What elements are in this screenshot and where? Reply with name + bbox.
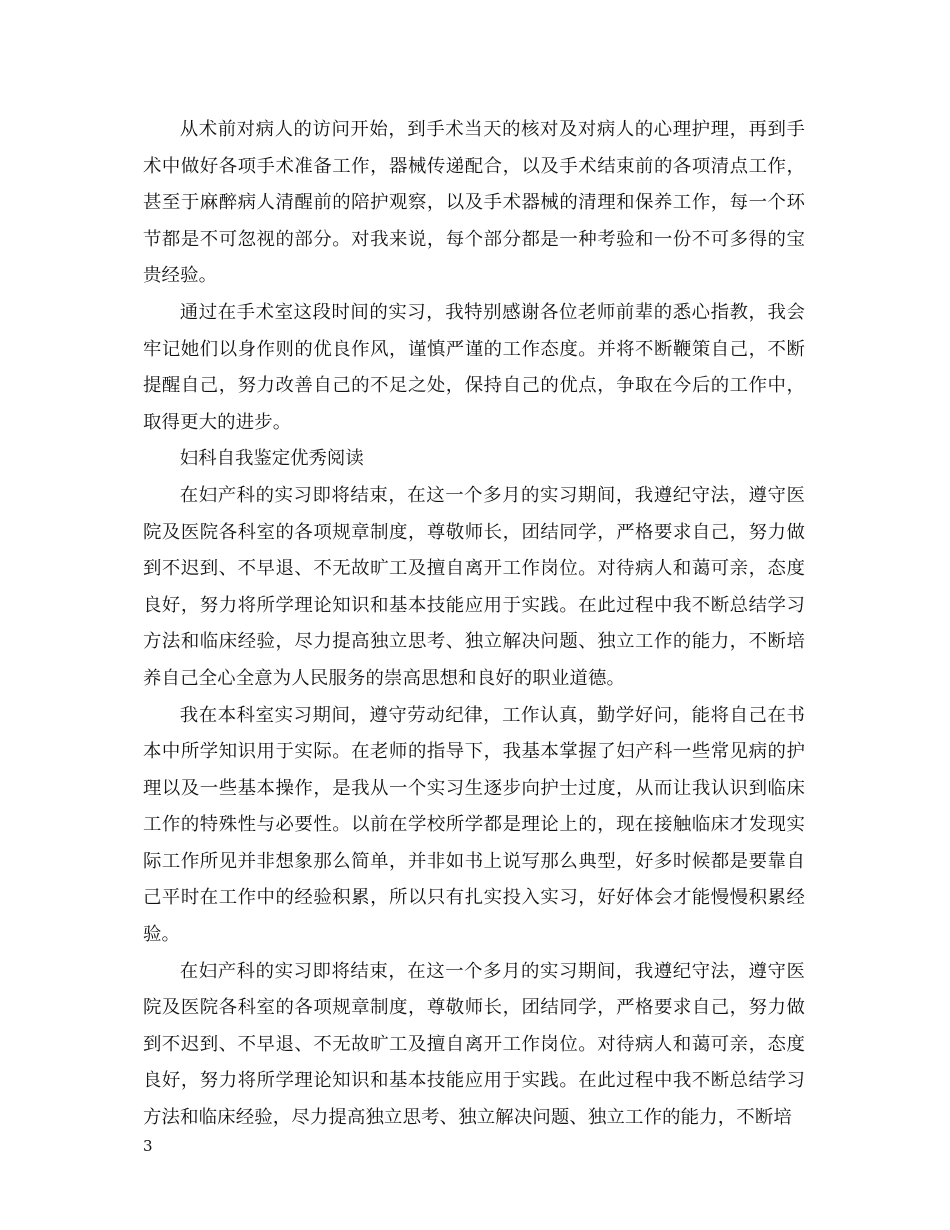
page-number: 3: [143, 1137, 153, 1155]
paragraph-department-internship: 我在本科室实习期间，遵守劳动纪律，工作认真，勤学好问，能将自己在书本中所学知识用于实际。在老师的指导下，我基本掌握了妇产科一些常见病的护理以及一些基本操作，是我从一个实习生逐步向护士过度，从而让我认识到临床工作的特殊性与必要性。以前在学校所学都是理论上的，现在接触临床才发现实际工作所见并非想象那么简单，并非如书上说写那么典型，好多时候都是要靠自己平时在工作中的经验积累，所以只有扎实投入实习，好好体会才能慢慢积累经验。: [143, 704, 805, 946]
paragraph-gynecology-internship: 在妇产科的实习即将结束，在这一个多月的实习期间，我遵纪守法，遵守医院及医院各科室的各项规章制度，尊敬师长，团结同学，严格要求自己，努力做到不迟到、不早退、不无故旷工及擅自离开工作岗位。对待病人和蔼可亲，态度良好，努力将所学理论知识和基本技能应用于实践。在此过程中我不断总结学习方法和临床经验，尽力提高独立思考、独立解决问题、独立工作的能力，不断培养自己全心全意为人民服务的崇高思想和良好的职业道德。: [143, 484, 805, 689]
paragraph-gynecology-internship-repeat: 在妇产科的实习即将结束，在这一个多月的实习期间，我遵纪守法，遵守医院及医院各科室的各项规章制度，尊敬师长，团结同学，严格要求自己，努力做到不迟到、不早退、不无故旷工及擅自离开工作岗位。对待病人和蔼可亲，态度良好，努力将所学理论知识和基本技能应用于实践。在此过程中我不断总结学习方法和临床经验，尽力提高独立思考、独立解决问题、独立工作的能力，不断培: [143, 960, 805, 1129]
paragraph-gratitude: 通过在手术室这段时间的实习，我特别感谢各位老师前辈的悉心指教，我会牢记她们以身作则的优良作风，谨慎严谨的工作态度。并将不断鞭策自己，不断提醒自己，努力改善自己的不足之处，保持自己的优点，争取在今后的工作中，取得更大的进步。: [143, 301, 805, 433]
section-heading: 妇科自我鉴定优秀阅读: [179, 448, 364, 470]
paragraph-surgery-experience: 从术前对病人的访问开始，到手术当天的核对及对病人的心理护理，再到手术中做好各项手术准备工作，器械传递配合，以及手术结束前的各项清点工作，甚至于麻醉病人清醒前的陪护观察，以及手术器械的清理和保养工作，每一个环节都是不可忽视的部分。对我来说，每个部分都是一种考验和一份不可多得的宝贵经验。: [143, 119, 805, 287]
document-body: [143, 112, 805, 1137]
